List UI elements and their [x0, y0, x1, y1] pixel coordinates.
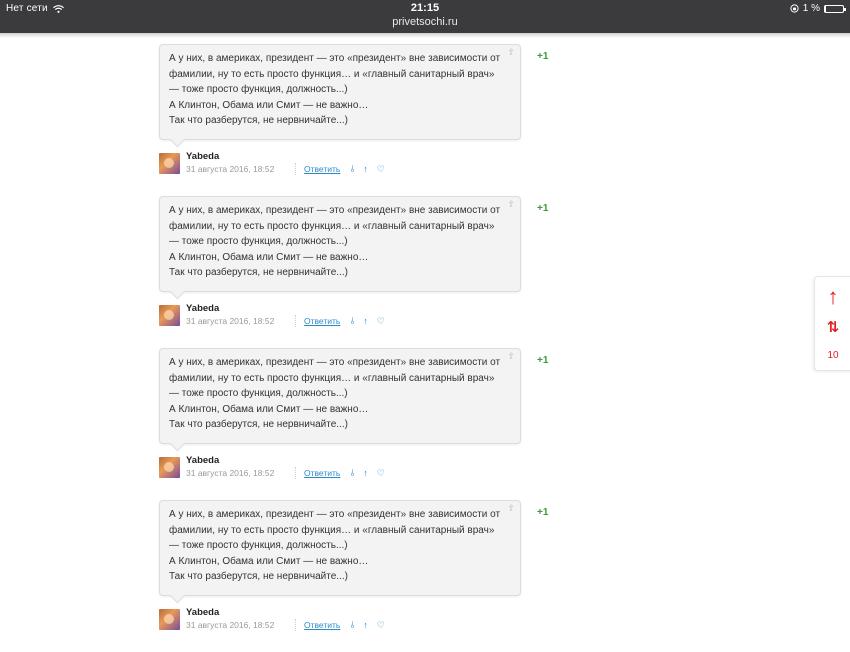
- status-bar-shadow: [0, 33, 850, 38]
- comment-text-line: А у них, в америках, президент — это «президент» вне зависимости от: [169, 509, 501, 520]
- comment: [0, 500, 850, 652]
- comment-date: 31 августа 2016, 18:52: [186, 316, 275, 326]
- comment-text-line: А у них, в америках, президент — это «президент» вне зависимости от: [169, 53, 501, 64]
- battery-icon: [824, 5, 844, 13]
- comment-bubble: [159, 44, 521, 140]
- comment: [0, 44, 850, 196]
- comment-text-line: А Клинтон, Обама или Смит — не важно…: [169, 251, 369, 263]
- comment-score: +1: [537, 507, 549, 518]
- new-comments-count[interactable]: 10: [827, 350, 839, 361]
- ios-status-bar: [0, 0, 850, 33]
- scroll-up-arrow-icon[interactable]: ↑: [827, 284, 839, 309]
- down-arrow-icon[interactable]: ⫰: [350, 315, 355, 326]
- comment-text-line: Так что разберутся, не нервничайте...): [169, 571, 348, 582]
- comment-author[interactable]: Yabeda: [186, 151, 220, 162]
- battery-percent: 1 %: [802, 3, 820, 14]
- comment-author[interactable]: Yabeda: [186, 455, 220, 466]
- comment-bubble: [159, 348, 521, 444]
- comment: [0, 348, 850, 500]
- heart-icon[interactable]: ♡: [376, 163, 385, 174]
- pin-icon[interactable]: ⇧: [507, 47, 515, 57]
- pin-icon[interactable]: ⇧: [507, 199, 515, 209]
- comment-actions: [295, 163, 394, 175]
- up-arrow-icon[interactable]: ↑: [363, 164, 368, 174]
- comment-actions: [295, 619, 394, 631]
- comment-text-line: А Клинтон, Обама или Смит — не важно…: [169, 403, 369, 415]
- comment-text-line: Так что разберутся, не нервничайте...): [169, 115, 348, 126]
- comment-text-line: А Клинтон, Обама или Смит — не важно…: [169, 555, 369, 567]
- down-arrow-icon[interactable]: ⫰: [350, 163, 355, 174]
- orientation-lock-icon: [790, 4, 799, 13]
- comments-nav-widget: [814, 276, 850, 371]
- comment-text-line: — тоже просто функция, должность...): [169, 236, 348, 247]
- comment-bubble: [159, 500, 521, 596]
- comment-text-line: А Клинтон, Обама или Смит — не важно…: [169, 99, 369, 111]
- avatar[interactable]: [159, 457, 180, 478]
- bubble-tail: [170, 588, 186, 604]
- heart-icon[interactable]: ♡: [376, 467, 385, 478]
- comment-date: 31 августа 2016, 18:52: [186, 164, 275, 174]
- comment-text-line: фамилии, ну то есть просто функция… и «главный санитарный врач»: [169, 524, 495, 536]
- comment-score: +1: [537, 51, 549, 62]
- comment-score: +1: [537, 203, 549, 214]
- pin-icon[interactable]: ⇧: [507, 351, 515, 361]
- heart-icon[interactable]: ♡: [376, 315, 385, 326]
- up-arrow-icon[interactable]: ↑: [363, 316, 368, 326]
- pin-icon[interactable]: ⇧: [507, 503, 515, 513]
- refresh-icon[interactable]: ⇅: [826, 319, 840, 336]
- battery-level: [825, 6, 826, 12]
- comment-text-line: фамилии, ну то есть просто функция… и «главный санитарный врач»: [169, 68, 495, 80]
- comment-text-line: А у них, в америках, президент — это «президент» вне зависимости от: [169, 357, 501, 368]
- down-arrow-icon[interactable]: ⫰: [350, 467, 355, 478]
- comment-date: 31 августа 2016, 18:52: [186, 620, 275, 630]
- comment-bubble: [159, 196, 521, 292]
- avatar[interactable]: [159, 153, 180, 174]
- comment-text-line: фамилии, ну то есть просто функция… и «главный санитарный врач»: [169, 220, 495, 232]
- comment-text-line: Так что разберутся, не нервничайте...): [169, 267, 348, 278]
- comment-score: +1: [537, 355, 549, 366]
- bubble-tail: [170, 284, 186, 300]
- status-time: 21:15: [410, 2, 440, 14]
- comment-text-line: А у них, в америках, президент — это «президент» вне зависимости от: [169, 205, 501, 216]
- bubble-tail: [170, 132, 186, 148]
- comment-date: 31 августа 2016, 18:52: [186, 468, 275, 478]
- comment-text-line: Так что разберутся, не нервничайте...): [169, 419, 348, 430]
- reply-button[interactable]: Ответить: [304, 468, 341, 478]
- comment-text-line: — тоже просто функция, должность...): [169, 388, 348, 399]
- up-arrow-icon[interactable]: ↑: [363, 468, 368, 478]
- comment-text-line: фамилии, ну то есть просто функция… и «главный санитарный врач»: [169, 372, 495, 384]
- address-bar-url[interactable]: privetsochi.ru: [392, 16, 458, 28]
- down-arrow-icon[interactable]: ⫰: [350, 619, 355, 630]
- bubble-tail: [170, 436, 186, 452]
- comment-author[interactable]: Yabeda: [186, 303, 220, 314]
- avatar[interactable]: [159, 305, 180, 326]
- comment-actions: [295, 467, 394, 479]
- comment-actions: [295, 315, 394, 327]
- comment-text-line: — тоже просто функция, должность...): [169, 84, 348, 95]
- comment-author[interactable]: Yabeda: [186, 607, 220, 618]
- comment: [0, 196, 850, 348]
- reply-button[interactable]: Ответить: [304, 316, 341, 326]
- carrier-label: Нет сети: [6, 3, 48, 14]
- up-arrow-icon[interactable]: ↑: [363, 620, 368, 630]
- avatar[interactable]: [159, 609, 180, 630]
- comment-text-line: — тоже просто функция, должность...): [169, 540, 348, 551]
- battery-indicator: [790, 3, 844, 14]
- heart-icon[interactable]: ♡: [376, 619, 385, 630]
- reply-button[interactable]: Ответить: [304, 620, 341, 630]
- reply-button[interactable]: Ответить: [304, 164, 341, 174]
